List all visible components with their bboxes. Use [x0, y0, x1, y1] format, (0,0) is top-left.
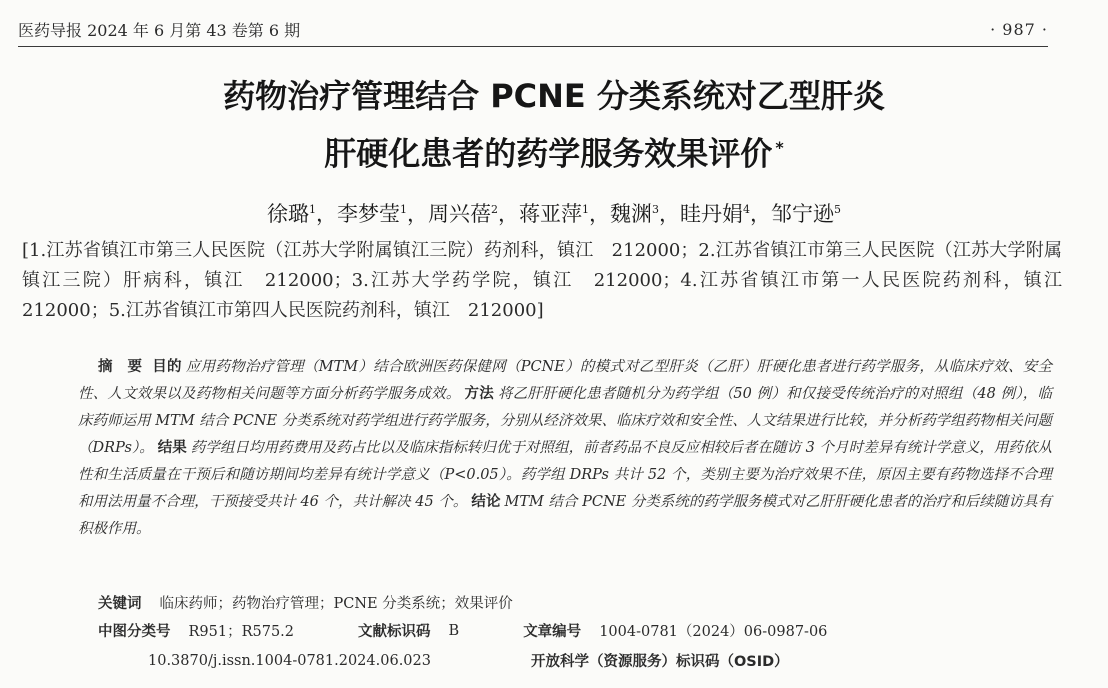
running-header: [18, 12, 1048, 47]
author-affiliation-mark: 1: [582, 203, 589, 216]
objective-heading: 目的: [152, 359, 182, 375]
author: 周兴蓓: [428, 202, 491, 226]
objective-text: 应用药物治疗管理（MTM）结合欧洲医药保健网（PCNE）的模式对乙型肝炎（乙肝）肝硬化患者进行药学服务，从临床疗效、安全性、人文效果以及药物相关问题等方面分析药学服务成效。: [78, 359, 1053, 402]
results-text: 药学组日均用药费用及药占比以及临床指标转归优于对照组，前者药品不良反应相较后者在随访 3 个月时差异有统计学意义，用药依从性和生活质量在干预后和随访期间均差异有统计学意义（P<0.05）。药学组 DRPs 共计 52 个，类别主要为治疗效果不佳，原因主要有药物选择不合理和用法用量不合理，干预接受共计 46 个，共计解决 45 个。: [78, 440, 1052, 510]
author-affiliation-mark: 4: [743, 203, 750, 216]
classification-row: [98, 620, 1068, 641]
clc-label: 中图分类号: [98, 624, 171, 640]
author: 眭丹娟: [680, 202, 743, 226]
results-heading: 结果: [157, 440, 187, 456]
methods-text: 将乙肝肝硬化患者随机分为药学组（50 例）和仅接受传统治疗的对照组（48 例），临床药师运用 MTM 结合 PCNE 分类系统对药学组进行药学服务，分别从经济效果、临床疗效和安全性、人文结果进行比较，并分析药学组药物相关问题（DRPs）。: [78, 386, 1053, 456]
author: 邹宁逊: [771, 202, 834, 226]
title-line-1: 药物治疗管理结合 PCNE 分类系统对乙型肝炎: [223, 77, 885, 115]
author-affiliation-mark: 1: [400, 203, 407, 216]
methods-heading: 方法: [464, 386, 494, 402]
abstract-label: 摘 要: [98, 359, 143, 375]
conclusion-text: MTM 结合 PCNE 分类系统的药学服务模式对乙肝肝硬化患者的治疗和后续随访具有积极作用。: [78, 494, 1052, 537]
author-affiliation-mark: 3: [652, 203, 659, 216]
doi-row: [148, 650, 1068, 671]
clc-value: R951；R575.2: [188, 624, 295, 640]
article-id-label: 文章编号: [523, 624, 582, 640]
author-list: 徐璐$^1$，李梦莹$^1$，周兴蓓$^2$，蒋亚萍$^1$，魏渊$^3$，眭丹娟$^4$，邹宁逊$^5$: [267, 202, 841, 226]
doc-code-label: 文献标识码: [358, 624, 431, 640]
doc-code-value: B: [448, 622, 460, 639]
author: 徐璐: [267, 202, 309, 226]
article-title: [0, 70, 1108, 180]
author: 蒋亚萍: [519, 202, 582, 226]
page-number: · 987 ·: [990, 19, 1048, 39]
keywords-label: 关键词: [98, 596, 142, 612]
abstract: [78, 354, 1052, 543]
conclusion-heading: 结论: [471, 494, 501, 510]
doi: 10.3870/j.issn.1004-0781.2024.06.023: [148, 652, 431, 669]
title-line-2: 肝硬化患者的药学服务效果评价 *: [324, 134, 784, 173]
affiliations: [1.江苏省镇江市第三人民医院（江苏大学附属镇江三院）药剂科，镇江 212000；2.江苏省镇江市第三人民医院（江苏大学附属镇江三院）肝病科，镇江 212000；3.江苏大学药学院，镇江 212000；4.江苏省镇江市第一人民医院药剂科，镇江 212000；5.江苏省镇江市第四人民医院药剂科，镇江 212000]: [22, 240, 1080, 321]
osid-label: 开放科学（资源服务）标识码（OSID）: [530, 654, 789, 670]
author: 魏渊: [610, 202, 652, 226]
author-affiliation-mark: 1: [309, 203, 316, 216]
author-affiliation-mark: 5: [834, 203, 841, 216]
keywords: [98, 592, 1052, 613]
author-affiliation-mark: 2: [491, 203, 498, 216]
title-footnote-mark: *: [775, 138, 784, 157]
author: 李梦莹: [337, 202, 400, 226]
article-id-value: 1004-0781（2024）06-0987-06: [599, 624, 828, 640]
keywords-value: 临床药师；药物治疗管理；PCNE 分类系统；效果评价: [159, 596, 513, 612]
journal-info: 医药导报 2024 年 6 月第 43 卷第 6 期: [18, 20, 301, 40]
